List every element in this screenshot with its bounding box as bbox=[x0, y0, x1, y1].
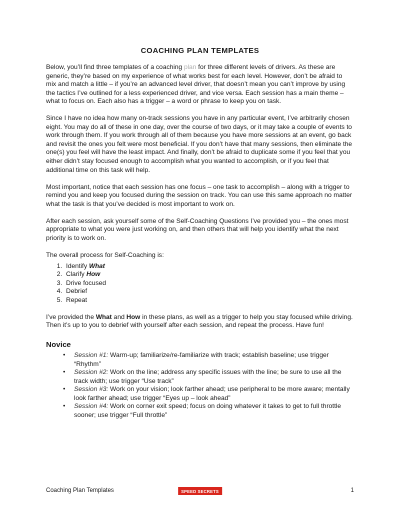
process-step: 5. Repeat bbox=[64, 297, 354, 306]
process-steps-list bbox=[46, 263, 354, 306]
speed-secrets-logo: SPEED SECRETS bbox=[178, 487, 222, 495]
intro-text: for three different levels of drivers. As these are generic, they’re based on my experience of what works best for each level. However, don’t be afraid to mix and match a little – if you’re an advanced level driver, that doesn’t mean you can’t improve by using the tactics I’ve outlined for a less experienced driver, and vice versa. Each session has a main theme – what to focus on. Each also has a trigger – a word or phrase to keep you on task. bbox=[46, 64, 346, 106]
process-step: 2. Clarify How bbox=[64, 271, 354, 280]
novice-heading: Novice bbox=[46, 339, 71, 349]
process-step: 4. Debrief bbox=[64, 288, 354, 297]
novice-sessions-list bbox=[46, 352, 354, 420]
bullet-icon: • bbox=[63, 369, 66, 377]
intro-paragraph-3: Most important, notice that each session has one focus – one task to accomplish – along with a trigger to remind you and keep you focused during the session on track. You can use this same approach no matter what the task is that you’ve decided is most important to work on. bbox=[46, 183, 353, 208]
session-item: • Session #2: Work on the line; address any specific issues with the line; be sure to use all the track width; use trigger “Use track” bbox=[63, 369, 342, 385]
closing-paragraph: I’ve provided the What and How in these plans, as well as a trigger to help you stay focused while driving. Then it’s up to you to debrief with yourself after each session, and repeat the process. Have fun! bbox=[46, 313, 353, 330]
footer-title: Coaching Plan Templates bbox=[46, 488, 114, 494]
process-step: 1. Identify What bbox=[64, 263, 354, 272]
intro-text: Below, you’ll find three templates of a coaching bbox=[46, 64, 184, 71]
intro-paragraph-1 bbox=[46, 64, 354, 107]
session-item: • Session #1: Warm-up; familiarize/re-familiarize with track; establish baseline; use trigger “Rhythm” bbox=[63, 351, 329, 368]
page-number: 1 bbox=[350, 488, 354, 494]
bullet-icon: • bbox=[63, 351, 66, 359]
process-intro: The overall process for Self-Coaching is: bbox=[46, 251, 164, 259]
bullet-icon: • bbox=[63, 386, 66, 394]
page-title: COACHING PLAN TEMPLATES bbox=[140, 46, 260, 55]
intro-paragraph-4: After each session, ask yourself some of the Self-Coaching Questions I’ve provided you – the ones most appropriate to what you were just working on, and then others that will help you identify what the next priority is to work on. bbox=[46, 217, 349, 242]
process-step: 3. Drive focused bbox=[64, 280, 354, 289]
page-footer bbox=[46, 488, 354, 494]
bullet-icon: • bbox=[63, 403, 66, 411]
faded-word: plan bbox=[183, 64, 197, 71]
session-item: • Session #3: Work on your vision; look farther ahead; use peripheral to be more aware; mentally look farther ahead; use trigger “Eyes up – look ahead” bbox=[63, 386, 350, 402]
intro-paragraph-2: Since I have no idea how many on-track sessions you have in any particular event, I’ve arbitrarily chosen eight. You may do all of these in one day, over the course of two days, or it may take a couple of events to work through them. If you work through all of them because you have more sessions at an event, go back and revisit the ones you felt were most beneficial. If you don’t have that many sessions, then eliminate the one(s) you feel will have the least impact. And finally, don’t be afraid to duplicate some if you feel that you either didn’t stay focused enough to accomplish what you wanted to accomplish, or if you feel that additional time on this task will help. bbox=[46, 115, 353, 174]
session-item: • Session #4: Work on corner exit speed; focus on doing whatever it takes to get to full throttle sooner; use trigger “Full throttle” bbox=[63, 403, 342, 419]
